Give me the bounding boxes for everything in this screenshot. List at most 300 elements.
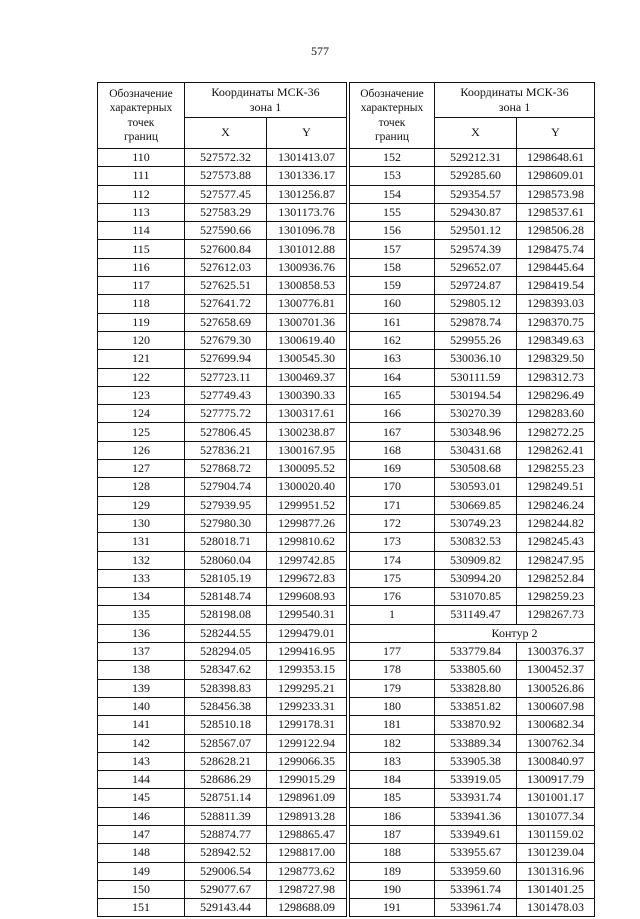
contour-section-title: Контур 2 xyxy=(435,624,595,642)
point-id-cell: 113 xyxy=(98,203,185,221)
point-id-cell: 134 xyxy=(98,588,185,606)
y-coordinate-cell: 1298272.25 xyxy=(517,423,595,441)
y-coordinate-cell: 1299295.21 xyxy=(267,679,347,697)
table-row xyxy=(350,606,595,624)
table-row xyxy=(350,734,595,752)
table-row xyxy=(350,899,595,917)
table-row xyxy=(98,825,347,843)
point-id-cell: 190 xyxy=(350,880,435,898)
point-id-cell: 126 xyxy=(98,441,185,459)
y-coordinate-cell: 1300776.81 xyxy=(267,295,347,313)
y-coordinate-cell: 1298609.01 xyxy=(517,167,595,185)
coordinates-group-header-line: Координаты МСК-36 xyxy=(211,85,320,99)
y-coordinate-cell: 1298246.24 xyxy=(517,496,595,514)
table-row xyxy=(350,277,595,295)
y-coordinate-cell: 1298349.63 xyxy=(517,331,595,349)
table-row xyxy=(350,460,595,478)
point-id-cell: 114 xyxy=(98,222,185,240)
y-coordinate-cell: 1298961.09 xyxy=(267,789,347,807)
y-coordinate-cell: 1298252.84 xyxy=(517,569,595,587)
x-coordinate-cell: 527723.11 xyxy=(185,368,267,386)
table-row xyxy=(98,258,347,276)
x-coordinate-cell: 528398.83 xyxy=(185,679,267,697)
x-coordinate-cell: 529805.12 xyxy=(435,295,517,313)
x-coordinate-cell: 533949.61 xyxy=(435,825,517,843)
point-id-cell: 139 xyxy=(98,679,185,697)
table-row xyxy=(98,533,347,551)
point-id-cell: 156 xyxy=(350,222,435,240)
y-coordinate-cell: 1301096.78 xyxy=(267,222,347,240)
table-row xyxy=(350,716,595,734)
y-coordinate-cell: 1299608.93 xyxy=(267,588,347,606)
point-code-header-line: точек xyxy=(378,116,406,129)
y-coordinate-cell: 1299951.52 xyxy=(267,496,347,514)
x-coordinate-cell: 529006.54 xyxy=(185,862,267,880)
x-coordinate-cell: 529878.74 xyxy=(435,313,517,331)
coordinates-table-right xyxy=(349,82,595,917)
point-id-cell: 166 xyxy=(350,405,435,423)
y-coordinate-cell: 1298445.64 xyxy=(517,258,595,276)
y-coordinate-cell: 1300469.37 xyxy=(267,368,347,386)
x-coordinate-cell: 533955.67 xyxy=(435,844,517,862)
table-row xyxy=(350,789,595,807)
x-column-header: X xyxy=(185,118,267,149)
y-coordinate-cell: 1300762.34 xyxy=(517,734,595,752)
y-coordinate-cell: 1298727.98 xyxy=(267,880,347,898)
table-row xyxy=(350,386,595,404)
y-coordinate-cell: 1298393.03 xyxy=(517,295,595,313)
left-header-row xyxy=(98,83,347,118)
y-coordinate-cell: 1299877.26 xyxy=(267,514,347,532)
x-coordinate-cell: 530909.82 xyxy=(435,551,517,569)
x-coordinate-cell: 530593.01 xyxy=(435,478,517,496)
x-coordinate-cell: 530111.59 xyxy=(435,368,517,386)
table-row xyxy=(98,423,347,441)
x-coordinate-cell: 529501.12 xyxy=(435,222,517,240)
point-id-cell: 146 xyxy=(98,807,185,825)
y-coordinate-cell: 1301401.25 xyxy=(517,880,595,898)
table-row xyxy=(350,679,595,697)
y-coordinate-cell: 1298249.51 xyxy=(517,478,595,496)
point-id-cell: 169 xyxy=(350,460,435,478)
y-coordinate-cell: 1299353.15 xyxy=(267,661,347,679)
point-id-cell: 1 xyxy=(350,606,435,624)
x-coordinate-cell: 529285.60 xyxy=(435,167,517,185)
y-coordinate-cell: 1299122.94 xyxy=(267,734,347,752)
table-row xyxy=(98,185,347,203)
x-coordinate-cell: 533779.84 xyxy=(435,643,517,661)
table-row xyxy=(350,313,595,331)
y-coordinate-cell: 1298370.75 xyxy=(517,313,595,331)
x-coordinate-cell: 533870.92 xyxy=(435,716,517,734)
y-coordinate-cell: 1298262.41 xyxy=(517,441,595,459)
point-id-cell: 153 xyxy=(350,167,435,185)
x-coordinate-cell: 529077.67 xyxy=(185,880,267,898)
point-id-cell: 111 xyxy=(98,167,185,185)
point-id-cell: 191 xyxy=(350,899,435,917)
point-code-header-line: Обозначение xyxy=(360,87,424,100)
x-coordinate-cell: 527641.72 xyxy=(185,295,267,313)
point-code-header-line: характерных xyxy=(109,102,173,115)
x-coordinate-cell: 533805.60 xyxy=(435,661,517,679)
table-row xyxy=(98,551,347,569)
table-row xyxy=(98,569,347,587)
table-row xyxy=(98,368,347,386)
x-coordinate-cell: 530431.68 xyxy=(435,441,517,459)
y-coordinate-cell: 1300619.40 xyxy=(267,331,347,349)
x-coordinate-cell: 529652.07 xyxy=(435,258,517,276)
y-coordinate-cell: 1300317.61 xyxy=(267,405,347,423)
y-coordinate-cell: 1298259.23 xyxy=(517,588,595,606)
table-row xyxy=(350,880,595,898)
x-coordinate-cell: 527590.66 xyxy=(185,222,267,240)
y-coordinate-cell: 1300840.97 xyxy=(517,752,595,770)
x-coordinate-cell: 533931.74 xyxy=(435,789,517,807)
point-code-header-line: характерных xyxy=(360,102,424,115)
table-row xyxy=(98,240,347,258)
y-coordinate-cell: 1298283.60 xyxy=(517,405,595,423)
point-id-cell: 142 xyxy=(98,734,185,752)
table-row xyxy=(98,405,347,423)
y-coordinate-cell: 1301001.17 xyxy=(517,789,595,807)
x-coordinate-cell: 528148.74 xyxy=(185,588,267,606)
x-coordinate-cell: 528198.08 xyxy=(185,606,267,624)
point-id-cell: 115 xyxy=(98,240,185,258)
table-row xyxy=(98,624,347,642)
y-coordinate-cell: 1299066.35 xyxy=(267,752,347,770)
table-row xyxy=(350,368,595,386)
point-id-cell: 136 xyxy=(98,624,185,642)
section-empty-cell xyxy=(350,624,435,642)
x-coordinate-cell: 529212.31 xyxy=(435,149,517,167)
point-id-cell: 124 xyxy=(98,405,185,423)
point-id-cell: 150 xyxy=(98,880,185,898)
x-coordinate-cell: 528942.52 xyxy=(185,844,267,862)
x-coordinate-cell: 528686.29 xyxy=(185,771,267,789)
table-row xyxy=(98,752,347,770)
point-code-header-line: границ xyxy=(374,130,410,143)
table-row xyxy=(350,331,595,349)
y-coordinate-cell: 1301012.88 xyxy=(267,240,347,258)
point-code-header-line: границ xyxy=(123,130,159,143)
x-coordinate-cell: 530669.85 xyxy=(435,496,517,514)
y-coordinate-cell: 1299672.83 xyxy=(267,569,347,587)
table-row xyxy=(350,478,595,496)
table-row xyxy=(98,588,347,606)
point-id-cell: 128 xyxy=(98,478,185,496)
point-id-cell: 131 xyxy=(98,533,185,551)
point-id-cell: 184 xyxy=(350,771,435,789)
x-coordinate-cell: 527699.94 xyxy=(185,350,267,368)
y-coordinate-cell: 1300545.30 xyxy=(267,350,347,368)
y-coordinate-cell: 1301413.07 xyxy=(267,149,347,167)
y-coordinate-cell: 1300238.87 xyxy=(267,423,347,441)
x-coordinate-cell: 528456.38 xyxy=(185,697,267,715)
table-row xyxy=(350,862,595,880)
x-coordinate-cell: 528811.39 xyxy=(185,807,267,825)
point-id-cell: 172 xyxy=(350,514,435,532)
x-coordinate-cell: 533889.34 xyxy=(435,734,517,752)
point-id-cell: 185 xyxy=(350,789,435,807)
x-coordinate-cell: 528018.71 xyxy=(185,533,267,551)
table-row xyxy=(350,825,595,843)
x-coordinate-cell: 530036.10 xyxy=(435,350,517,368)
table-row xyxy=(98,679,347,697)
y-coordinate-cell: 1298296.49 xyxy=(517,386,595,404)
y-coordinate-cell: 1298475.74 xyxy=(517,240,595,258)
y-coordinate-cell: 1298913.28 xyxy=(267,807,347,825)
point-id-cell: 163 xyxy=(350,350,435,368)
y-coordinate-cell: 1300701.36 xyxy=(267,313,347,331)
table-row xyxy=(98,222,347,240)
table-row xyxy=(350,551,595,569)
point-id-cell: 143 xyxy=(98,752,185,770)
x-coordinate-cell: 531070.85 xyxy=(435,588,517,606)
point-id-cell: 116 xyxy=(98,258,185,276)
point-id-cell: 144 xyxy=(98,771,185,789)
y-coordinate-cell: 1300917.79 xyxy=(517,771,595,789)
table-row xyxy=(98,789,347,807)
point-id-cell: 112 xyxy=(98,185,185,203)
coordinates-group-header-line: зона 1 xyxy=(498,100,531,114)
coordinates-group-header xyxy=(435,83,595,118)
x-coordinate-cell: 529354.57 xyxy=(435,185,517,203)
x-coordinate-cell: 530994.20 xyxy=(435,569,517,587)
point-id-cell: 157 xyxy=(350,240,435,258)
point-id-cell: 165 xyxy=(350,386,435,404)
x-coordinate-cell: 533961.74 xyxy=(435,880,517,898)
point-id-cell: 151 xyxy=(98,899,185,917)
x-coordinate-cell: 533905.38 xyxy=(435,752,517,770)
table-row xyxy=(98,460,347,478)
point-id-cell: 181 xyxy=(350,716,435,734)
point-id-cell: 180 xyxy=(350,697,435,715)
point-id-cell: 110 xyxy=(98,149,185,167)
x-coordinate-cell: 527806.45 xyxy=(185,423,267,441)
point-id-cell: 133 xyxy=(98,569,185,587)
point-code-header-line: Обозначение xyxy=(109,87,173,100)
table-row xyxy=(98,203,347,221)
point-id-cell: 159 xyxy=(350,277,435,295)
x-coordinate-cell: 527577.45 xyxy=(185,185,267,203)
table-row xyxy=(98,862,347,880)
point-id-cell: 174 xyxy=(350,551,435,569)
y-coordinate-cell: 1301239.04 xyxy=(517,844,595,862)
y-coordinate-cell: 1300452.37 xyxy=(517,661,595,679)
left-table-body xyxy=(98,83,347,917)
y-coordinate-cell: 1301336.17 xyxy=(267,167,347,185)
point-id-cell: 127 xyxy=(98,460,185,478)
table-row xyxy=(350,185,595,203)
point-id-cell: 170 xyxy=(350,478,435,496)
point-id-cell: 154 xyxy=(350,185,435,203)
point-id-cell: 175 xyxy=(350,569,435,587)
x-coordinate-cell: 528105.19 xyxy=(185,569,267,587)
coordinates-group-header xyxy=(185,83,347,118)
table-row xyxy=(98,514,347,532)
x-coordinate-cell: 528567.07 xyxy=(185,734,267,752)
table-row xyxy=(98,441,347,459)
point-id-cell: 117 xyxy=(98,277,185,295)
x-coordinate-cell: 527749.43 xyxy=(185,386,267,404)
point-id-cell: 187 xyxy=(350,825,435,843)
y-coordinate-cell: 1300095.52 xyxy=(267,460,347,478)
x-coordinate-cell: 527679.30 xyxy=(185,331,267,349)
point-code-header-line: точек xyxy=(127,116,155,129)
point-id-cell: 125 xyxy=(98,423,185,441)
table-row xyxy=(98,149,347,167)
table-row xyxy=(350,405,595,423)
y-coordinate-cell: 1299015.29 xyxy=(267,771,347,789)
point-id-cell: 137 xyxy=(98,643,185,661)
x-coordinate-cell: 533941.36 xyxy=(435,807,517,825)
x-coordinate-cell: 528874.77 xyxy=(185,825,267,843)
table-row xyxy=(98,295,347,313)
point-id-cell: 178 xyxy=(350,661,435,679)
x-coordinate-cell: 527836.21 xyxy=(185,441,267,459)
right-table-body xyxy=(350,83,595,917)
table-row xyxy=(350,569,595,587)
x-coordinate-cell: 528751.14 xyxy=(185,789,267,807)
point-code-header xyxy=(350,83,435,149)
y-coordinate-cell: 1300390.33 xyxy=(267,386,347,404)
point-id-cell: 179 xyxy=(350,679,435,697)
table-row xyxy=(98,313,347,331)
point-id-cell: 123 xyxy=(98,386,185,404)
x-coordinate-cell: 530832.53 xyxy=(435,533,517,551)
point-id-cell: 155 xyxy=(350,203,435,221)
y-coordinate-cell: 1300526.86 xyxy=(517,679,595,697)
point-id-cell: 162 xyxy=(350,331,435,349)
y-coordinate-cell: 1301316.96 xyxy=(517,862,595,880)
point-id-cell: 177 xyxy=(350,643,435,661)
table-row xyxy=(98,496,347,514)
point-id-cell: 171 xyxy=(350,496,435,514)
point-id-cell: 148 xyxy=(98,844,185,862)
y-coordinate-cell: 1300607.98 xyxy=(517,697,595,715)
y-column-header: Y xyxy=(267,118,347,149)
table-row xyxy=(98,734,347,752)
point-id-cell: 186 xyxy=(350,807,435,825)
table-row xyxy=(350,844,595,862)
table-row xyxy=(98,716,347,734)
table-row xyxy=(350,771,595,789)
point-id-cell: 140 xyxy=(98,697,185,715)
y-coordinate-cell: 1298773.62 xyxy=(267,862,347,880)
x-coordinate-cell: 527980.30 xyxy=(185,514,267,532)
point-id-cell: 121 xyxy=(98,350,185,368)
table-row xyxy=(350,441,595,459)
y-coordinate-cell: 1298865.47 xyxy=(267,825,347,843)
y-coordinate-cell: 1300020.40 xyxy=(267,478,347,496)
y-coordinate-cell: 1298537.61 xyxy=(517,203,595,221)
point-id-cell: 173 xyxy=(350,533,435,551)
table-row xyxy=(350,222,595,240)
x-coordinate-cell: 528347.62 xyxy=(185,661,267,679)
table-row xyxy=(350,643,595,661)
point-id-cell: 135 xyxy=(98,606,185,624)
y-coordinate-cell: 1301478.03 xyxy=(517,899,595,917)
y-coordinate-cell: 1300682.34 xyxy=(517,716,595,734)
x-coordinate-cell: 527868.72 xyxy=(185,460,267,478)
y-coordinate-cell: 1299416.95 xyxy=(267,643,347,661)
y-coordinate-cell: 1299810.62 xyxy=(267,533,347,551)
y-coordinate-cell: 1298267.73 xyxy=(517,606,595,624)
x-coordinate-cell: 533851.82 xyxy=(435,697,517,715)
y-coordinate-cell: 1301159.02 xyxy=(517,825,595,843)
x-coordinate-cell: 529430.87 xyxy=(435,203,517,221)
y-coordinate-cell: 1298419.54 xyxy=(517,277,595,295)
x-coordinate-cell: 527572.32 xyxy=(185,149,267,167)
table-row xyxy=(350,240,595,258)
y-coordinate-cell: 1298244.82 xyxy=(517,514,595,532)
y-coordinate-cell: 1298247.95 xyxy=(517,551,595,569)
y-coordinate-cell: 1301173.76 xyxy=(267,203,347,221)
x-coordinate-cell: 527904.74 xyxy=(185,478,267,496)
table-row xyxy=(98,643,347,661)
point-id-cell: 149 xyxy=(98,862,185,880)
x-coordinate-cell: 528628.21 xyxy=(185,752,267,770)
y-coordinate-cell: 1298648.61 xyxy=(517,149,595,167)
x-coordinate-cell: 527583.29 xyxy=(185,203,267,221)
table-row xyxy=(350,350,595,368)
y-coordinate-cell: 1301256.87 xyxy=(267,185,347,203)
point-id-cell: 160 xyxy=(350,295,435,313)
point-id-cell: 189 xyxy=(350,862,435,880)
table-row xyxy=(350,752,595,770)
table-row xyxy=(350,588,595,606)
table-row xyxy=(98,844,347,862)
table-row xyxy=(98,478,347,496)
point-id-cell: 118 xyxy=(98,295,185,313)
y-coordinate-cell: 1298329.50 xyxy=(517,350,595,368)
table-row xyxy=(98,880,347,898)
point-id-cell: 168 xyxy=(350,441,435,459)
table-row xyxy=(350,295,595,313)
y-coordinate-cell: 1299233.31 xyxy=(267,697,347,715)
point-id-cell: 167 xyxy=(350,423,435,441)
x-coordinate-cell: 528060.04 xyxy=(185,551,267,569)
y-coordinate-cell: 1298312.73 xyxy=(517,368,595,386)
table-row xyxy=(98,807,347,825)
table-row xyxy=(98,331,347,349)
table-row xyxy=(350,514,595,532)
table-row xyxy=(350,167,595,185)
x-coordinate-cell: 528510.18 xyxy=(185,716,267,734)
x-coordinate-cell: 529574.39 xyxy=(435,240,517,258)
x-coordinate-cell: 529955.26 xyxy=(435,331,517,349)
y-coordinate-cell: 1300376.37 xyxy=(517,643,595,661)
table-row xyxy=(98,697,347,715)
y-coordinate-cell: 1299479.01 xyxy=(267,624,347,642)
table-row xyxy=(350,203,595,221)
x-coordinate-cell: 530749.23 xyxy=(435,514,517,532)
y-coordinate-cell: 1298255.23 xyxy=(517,460,595,478)
x-coordinate-cell: 530194.54 xyxy=(435,386,517,404)
point-id-cell: 130 xyxy=(98,514,185,532)
table-row xyxy=(350,149,595,167)
x-coordinate-cell: 527939.95 xyxy=(185,496,267,514)
table-row xyxy=(98,167,347,185)
table-row xyxy=(98,899,347,917)
x-coordinate-cell: 527625.51 xyxy=(185,277,267,295)
point-id-cell: 141 xyxy=(98,716,185,734)
y-coordinate-cell: 1298817.00 xyxy=(267,844,347,862)
point-code-header xyxy=(98,83,185,149)
point-id-cell: 182 xyxy=(350,734,435,752)
x-coordinate-cell: 527600.84 xyxy=(185,240,267,258)
y-coordinate-cell: 1299742.85 xyxy=(267,551,347,569)
